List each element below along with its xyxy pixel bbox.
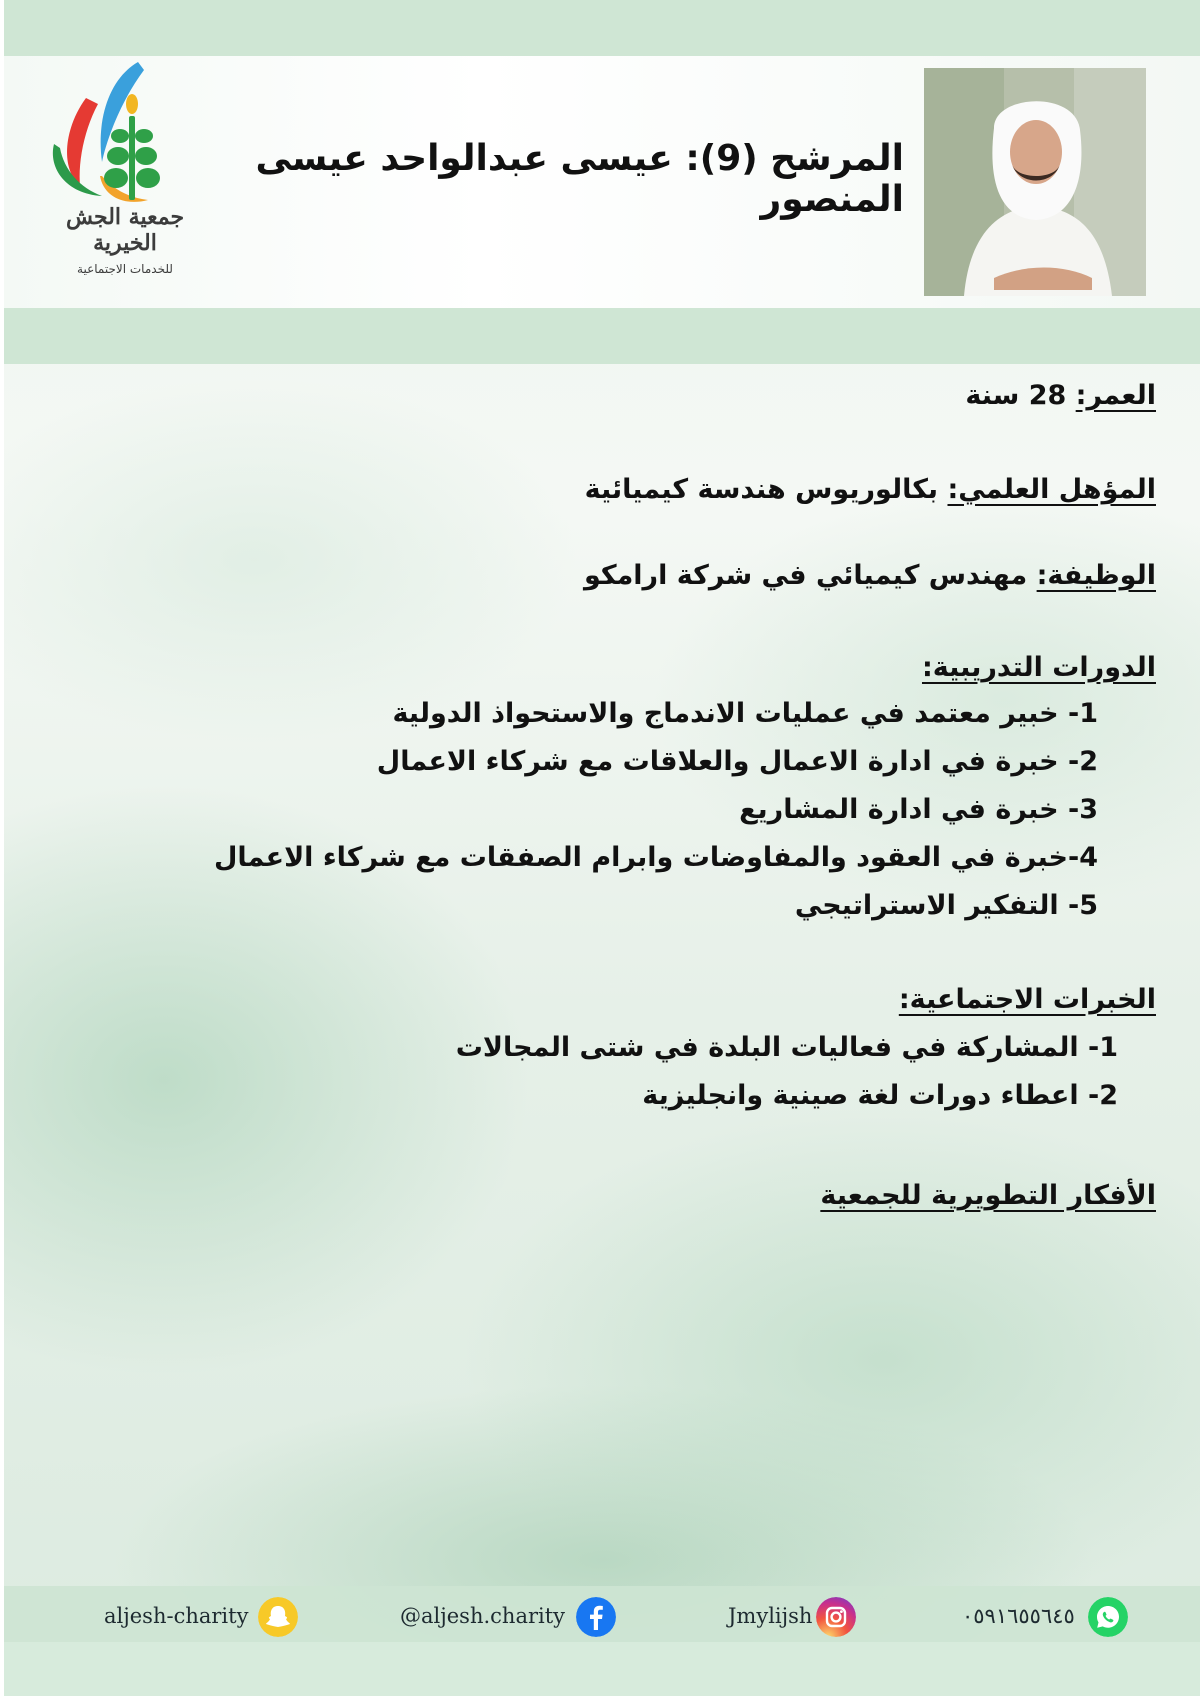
age-field	[965, 380, 1156, 411]
logo-blue-stroke	[101, 62, 144, 162]
whatsapp-icon[interactable]	[1088, 1597, 1128, 1637]
wheat-icon	[104, 116, 160, 200]
whatsapp-number[interactable]: ٠٥٩١٦٥٥٦٤٥	[962, 1604, 1075, 1628]
snapchat-icon[interactable]	[258, 1597, 298, 1637]
training-heading	[922, 652, 1156, 683]
list-item: 4-خبرة في العقود والمفاوضات وابرام الصفقات مع شركاء الاعمال	[213, 842, 1098, 873]
candidate-title: المرشح (9): عيسى عبدالواحد عيسى المنصور	[255, 138, 904, 220]
facebook-handle[interactable]: @aljesh.charity	[400, 1604, 566, 1628]
instagram-handle[interactable]: Jmylijsh	[728, 1604, 813, 1628]
list-item: 2- خبرة في ادارة الاعمال والعلاقات مع شركاء الاعمال	[376, 746, 1098, 777]
training-heading-text: الدورات التدريبية:	[921, 652, 1156, 683]
instagram-icon[interactable]	[816, 1597, 856, 1637]
middle-band	[4, 308, 1200, 364]
list-item: 1- خبير معتمد في عمليات الاندماج والاستحواذ الدولية	[392, 698, 1098, 729]
list-item: 2- اعطاء دورات لغة صينية وانجليزية	[642, 1080, 1118, 1111]
logo-subtitle: للخدمات الاجتماعية	[77, 262, 173, 276]
list-item: 3- خبرة في ادارة المشاريع	[739, 794, 1098, 825]
footer-bottom-band	[4, 1642, 1200, 1696]
header-section	[4, 56, 1200, 308]
document-page	[4, 0, 1200, 1696]
logo-name: جمعية الجش الخيرية	[65, 204, 185, 256]
job-value: مهندس كيميائي في شركة ارامكو	[583, 560, 1037, 591]
social-heading	[899, 984, 1156, 1015]
list-item: 5- التفكير الاستراتيجي	[794, 890, 1098, 921]
logo-flame	[126, 94, 138, 114]
job-label: الوظيفة:	[1036, 560, 1156, 591]
portrait-illustration	[924, 68, 1146, 296]
social-heading-text: الخبرات الاجتماعية:	[898, 984, 1156, 1015]
top-band	[4, 0, 1200, 56]
age-value: 28 سنة	[965, 380, 1076, 411]
logo-red-stroke	[67, 98, 98, 186]
job-field	[584, 560, 1156, 591]
ideas-heading-text: الأفكار التطويرية للجمعية	[820, 1180, 1156, 1211]
qualification-field	[585, 474, 1156, 505]
candidate-photo	[924, 68, 1146, 296]
ideas-heading	[820, 1180, 1156, 1211]
facebook-icon[interactable]	[576, 1597, 616, 1637]
qualification-label: المؤهل العلمي:	[947, 474, 1156, 505]
list-item: 1- المشاركة في فعاليات البلدة في شتى المجالات	[455, 1032, 1118, 1063]
qualification-value: بكالوريوس هندسة كيميائية	[584, 474, 948, 505]
logo-text	[40, 204, 210, 276]
age-label: العمر:	[1075, 380, 1156, 411]
snapchat-handle[interactable]: aljesh-charity	[104, 1604, 249, 1628]
